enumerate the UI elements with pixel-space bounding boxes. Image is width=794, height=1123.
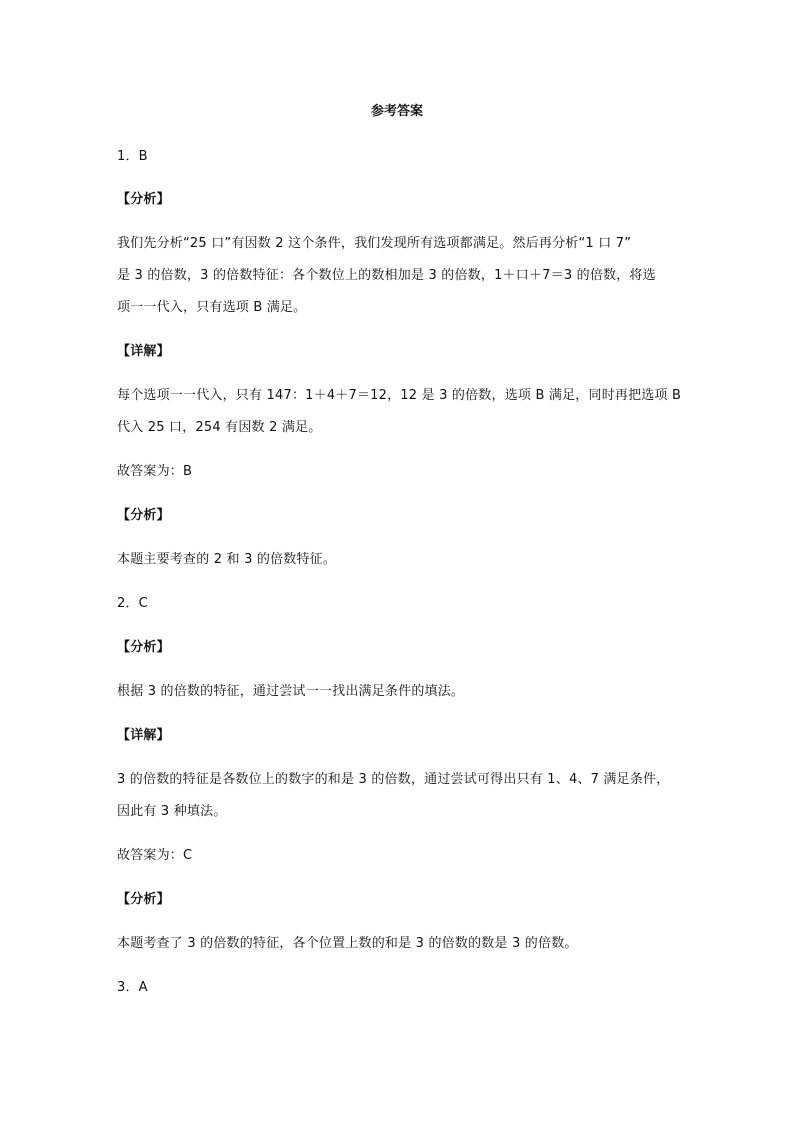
q1-analysis-line-3: 项一一代入，只有选项 B 满足。	[117, 300, 307, 315]
q1-analysis-line-1: 我们先分析“25 口”有因数 2 这个条件，我们发现所有选项都满足。然后再分析“1 口 7”	[117, 236, 632, 251]
q1-final-answer: 故答案为：B	[117, 464, 193, 479]
q2-final-answer: 故答案为：C	[117, 848, 193, 863]
q1-detail-heading: 【详解】	[117, 344, 170, 359]
q1-analysis2-line-1: 本题主要考查的 2 和 3 的倍数特征。	[117, 552, 337, 567]
q1-analysis-heading: 【分析】	[117, 192, 170, 207]
q2-detail-line-2: 因此有 3 种填法。	[117, 804, 227, 819]
q2-detail-line-1: 3 的倍数的特征是各数位上的数字的和是 3 的倍数，通过尝试可得出只有 1、4、7 满足条件，	[117, 772, 670, 787]
q2-analysis-heading: 【分析】	[117, 640, 170, 655]
page-title: 参考答案	[370, 104, 423, 119]
q1-detail-line-2: 代入 25 口，254 有因数 2 满足。	[117, 420, 322, 435]
q3-answer-number: 3．A	[117, 980, 148, 995]
q1-analysis-line-2: 是 3 的倍数，3 的倍数特征：各个数位上的数相加是 3 的倍数，1＋口＋7＝3 的倍数，将选	[117, 268, 656, 283]
q2-detail-heading: 【详解】	[117, 728, 170, 743]
q2-analysis-line-1: 根据 3 的倍数的特征，通过尝试一一找出满足条件的填法。	[117, 684, 465, 699]
q1-answer-number: 1．B	[117, 149, 148, 164]
q2-analysis2-line-1: 本题考查了 3 的倍数的特征，各个位置上数的和是 3 的倍数的数是 3 的倍数。	[117, 936, 578, 951]
q1-analysis2-heading: 【分析】	[117, 508, 170, 523]
q2-analysis2-heading: 【分析】	[117, 892, 170, 907]
q1-detail-line-1: 每个选项一一代入，只有 147：1＋4＋7＝12，12 是 3 的倍数，选项 B 满足，同时再把选项 B	[117, 388, 682, 403]
q2-answer-number: 2．C	[117, 596, 148, 611]
